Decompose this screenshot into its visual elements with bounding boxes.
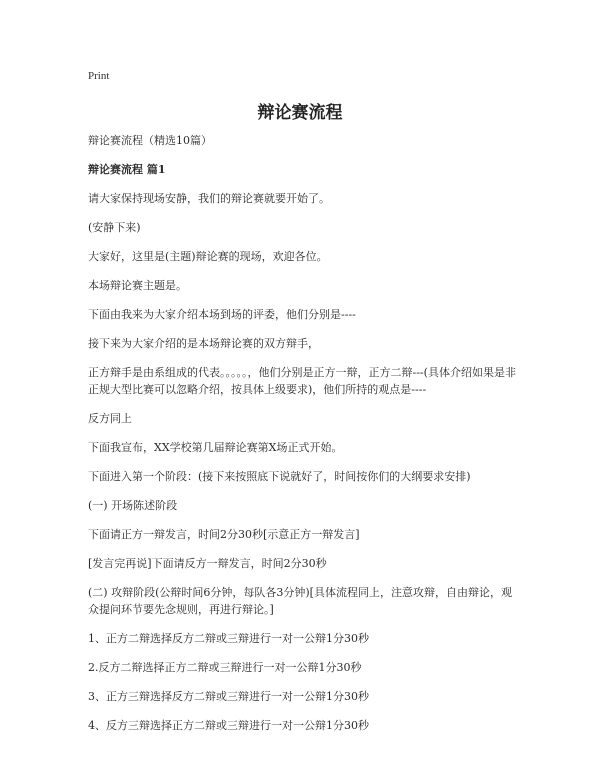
paragraph: 3、正方三辩选择反方二辩或三辩进行一对一公辩1分30秒	[88, 690, 369, 703]
paragraph: (二) 攻辩阶段(公辩时间6分钟，每队各3分钟)[具体流程同上，注意攻辩，自由辩论，观众提问环节要先念规则，再进行辩论。]	[88, 586, 512, 616]
paragraph: (一) 开场陈述阶段	[88, 499, 178, 512]
section-heading: 辩论赛流程 篇1	[88, 163, 166, 176]
paragraph: (安静下来)	[88, 221, 141, 234]
document-title: 辩论赛流程	[257, 103, 343, 123]
paragraph: 请大家保持现场安静，我们的辩论赛就要开始了。	[88, 192, 330, 205]
document-subtitle: 辩论赛流程（精选10篇）	[88, 134, 212, 147]
paragraph: 1、正方二辩选择反方二辩或三辩进行一对一公辩1分30秒	[88, 632, 369, 645]
paragraph: 大家好，这里是(主题)辩论赛的现场，欢迎各位。	[88, 250, 328, 263]
paragraph: 正方辩手是由系组成的代表。。。。。，他们分别是正方一辩，正方二辩---(具体介绍如果是非正规大型比赛可以忽略介绍，按具体上级要求)，他们所持的观点是----	[88, 366, 516, 396]
paragraph: [发言完再说]下面请反方一辩发言，时间2分30秒	[88, 557, 327, 570]
paragraph: 下面请正方一辩发言，时间2分30秒[示意正方一辩发言]	[88, 528, 360, 541]
paragraph: 接下来为大家介绍的是本场辩论赛的双方辩手，	[88, 337, 319, 350]
print-label[interactable]: Print	[88, 70, 110, 82]
paragraph: 下面进入第一个阶段：(接下来按照底下说就好了，时间按你们的大纲要求安排)	[88, 470, 471, 483]
document-body	[88, 132, 520, 746]
paragraph: 反方同上	[88, 412, 132, 425]
paragraph: 4、反方三辩选择正方二辩或三辩进行一对一公辩1分30秒	[88, 719, 369, 732]
paragraph: 下面由我来为大家介绍本场到场的评委，他们分别是----	[88, 308, 356, 321]
paragraph: 2.反方二辩选择正方二辩或三辩进行一对一公辩1分30秒	[88, 661, 362, 674]
paragraph: 下面我宣布，XX学校第几届辩论赛第X场正式开始。	[88, 441, 343, 454]
paragraph: 本场辩论赛主题是。	[88, 279, 187, 292]
